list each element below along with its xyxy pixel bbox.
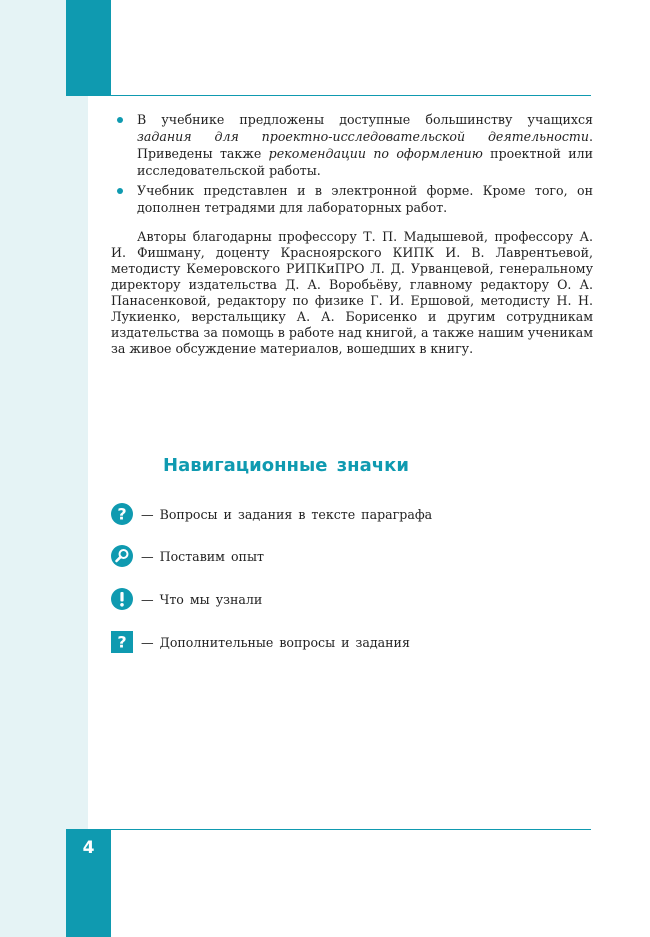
- feature-item: Учебник представлен и в электронной форме. Кроме того, он дополнен тетрадями для лабораторных работ.: [111, 182, 593, 216]
- nav-legend-row-experiment: [111, 544, 264, 568]
- bullet-dot-icon: [117, 188, 123, 194]
- feature-list: [111, 111, 593, 219]
- nav-legend-row-summary: [111, 587, 262, 611]
- exclamation-circle-icon: [111, 588, 133, 610]
- top-accent-block: [66, 0, 111, 96]
- feature-item: В учебнике предложены доступные большинству учащихся задания для проектно-исследовательской деятельности. Приведены также рекомендации по оформлению проектной или исследовательской работы.: [111, 111, 593, 179]
- top-rule: [111, 95, 591, 96]
- question-circle-icon: [111, 503, 133, 525]
- left-margin-band: [0, 0, 88, 937]
- bottom-rule: [111, 829, 591, 830]
- page-number: 4: [82, 838, 95, 858]
- nav-legend-row-questions: [111, 502, 432, 526]
- svg-text:?: ?: [117, 504, 127, 524]
- bullet-dot-icon: [117, 117, 123, 123]
- nav-legend-label: — Дополнительные вопросы и задания: [141, 634, 410, 650]
- acknowledgements-paragraph: Авторы благодарны профессору Т. П. Мадышевой, профессору А. И. Фишману, доценту Красноярского КИПК И. В. Лаврентьевой, методисту Кемеровского РИПКиПРО Л. Д. Урванцевой, генеральному директору издательства Д. А. Воробьёву, главному редактору О. А. Панасенковой, редактору по физике Г. И. Ершовой, методисту Н. Н. Лукиенко, верстальщику А. А. Борисенко и другим сотрудникам издательства за помощь в работе над книгой, а также нашим ученикам за живое обсуждение материалов, вошедших в книгу.: [111, 229, 593, 356]
- nav-legend-label: — Поставим опыт: [141, 548, 264, 564]
- question-square-icon: [111, 631, 133, 653]
- nav-legend-row-extra: [111, 630, 410, 654]
- svg-text:?: ?: [117, 632, 127, 652]
- nav-legend-label: — Что мы узнали: [141, 591, 263, 607]
- navigation-icons-heading: Навигационные значки: [163, 455, 409, 476]
- magnifier-circle-icon: [111, 545, 133, 567]
- nav-legend-label: — Вопросы и задания в тексте параграфа: [141, 506, 433, 522]
